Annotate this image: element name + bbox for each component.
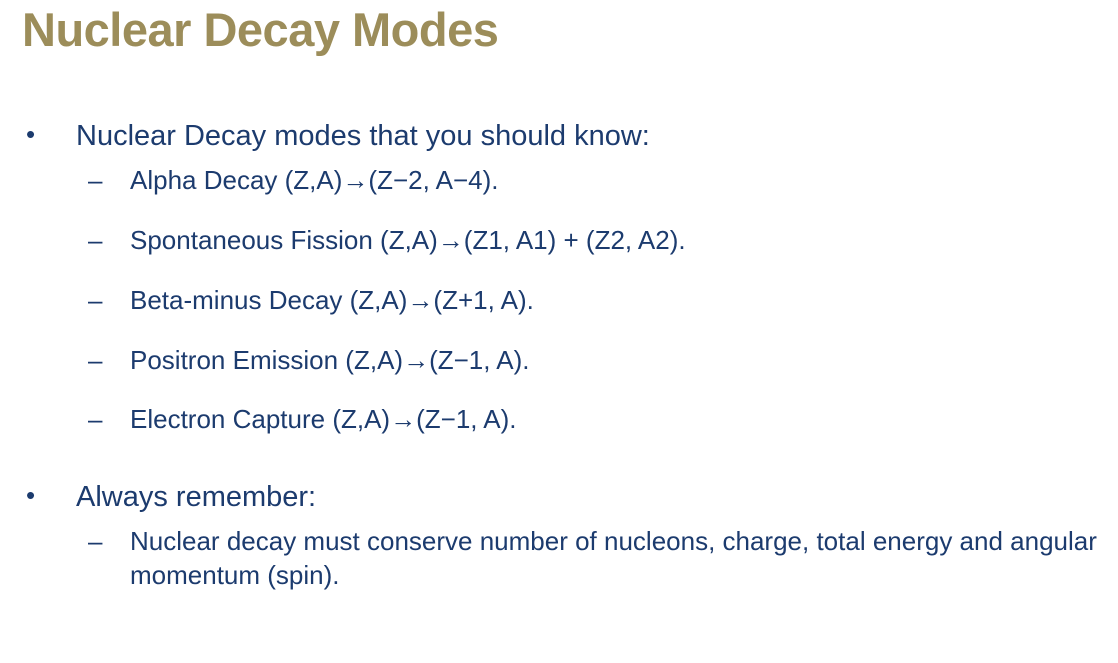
bullet-level2-text: Spontaneous Fission (Z,A)→(Z1, A1) + (Z2, A2). bbox=[130, 225, 686, 256]
dash-marker-icon: – bbox=[88, 225, 103, 256]
bullet-level2 bbox=[0, 344, 1118, 378]
bullet-level2 bbox=[0, 403, 1118, 437]
dash-marker-icon: – bbox=[88, 344, 103, 375]
bullet-level2-text: Nuclear decay must conserve number of nucleons, charge, total energy and angular momentum (spin). bbox=[130, 526, 1097, 591]
dash-marker-icon: – bbox=[88, 284, 103, 315]
slide-body bbox=[0, 118, 1118, 593]
section-spacer bbox=[0, 463, 1118, 479]
bullet-level1 bbox=[0, 479, 1118, 515]
bullet-level2 bbox=[0, 164, 1118, 198]
bullet-marker-icon: • bbox=[26, 480, 36, 511]
bullet-level2-text: Positron Emission (Z,A)→(Z−1, A). bbox=[130, 344, 530, 375]
bullet-level2 bbox=[0, 525, 1118, 593]
bullet-level1 bbox=[0, 118, 1118, 154]
dash-marker-icon: – bbox=[88, 404, 103, 435]
bullet-marker-icon: • bbox=[26, 119, 36, 149]
bullet-level2 bbox=[0, 224, 1118, 258]
bullet-level2-text: Beta-minus Decay (Z,A)→(Z+1, A). bbox=[130, 284, 534, 315]
bullet-level2 bbox=[0, 284, 1118, 318]
dash-marker-icon: – bbox=[88, 165, 103, 196]
bullet-level2-text: Alpha Decay (Z,A)→(Z−2, A−4). bbox=[130, 165, 499, 196]
dash-marker-icon: – bbox=[88, 526, 103, 557]
bullet-level1-text: Always remember: bbox=[76, 481, 317, 514]
page-title: Nuclear Decay Modes bbox=[22, 3, 499, 56]
bullet-level1-text: Nuclear Decay modes that you should know: bbox=[76, 120, 650, 152]
bullet-level2-text: Electron Capture (Z,A)→(Z−1, A). bbox=[130, 404, 517, 435]
